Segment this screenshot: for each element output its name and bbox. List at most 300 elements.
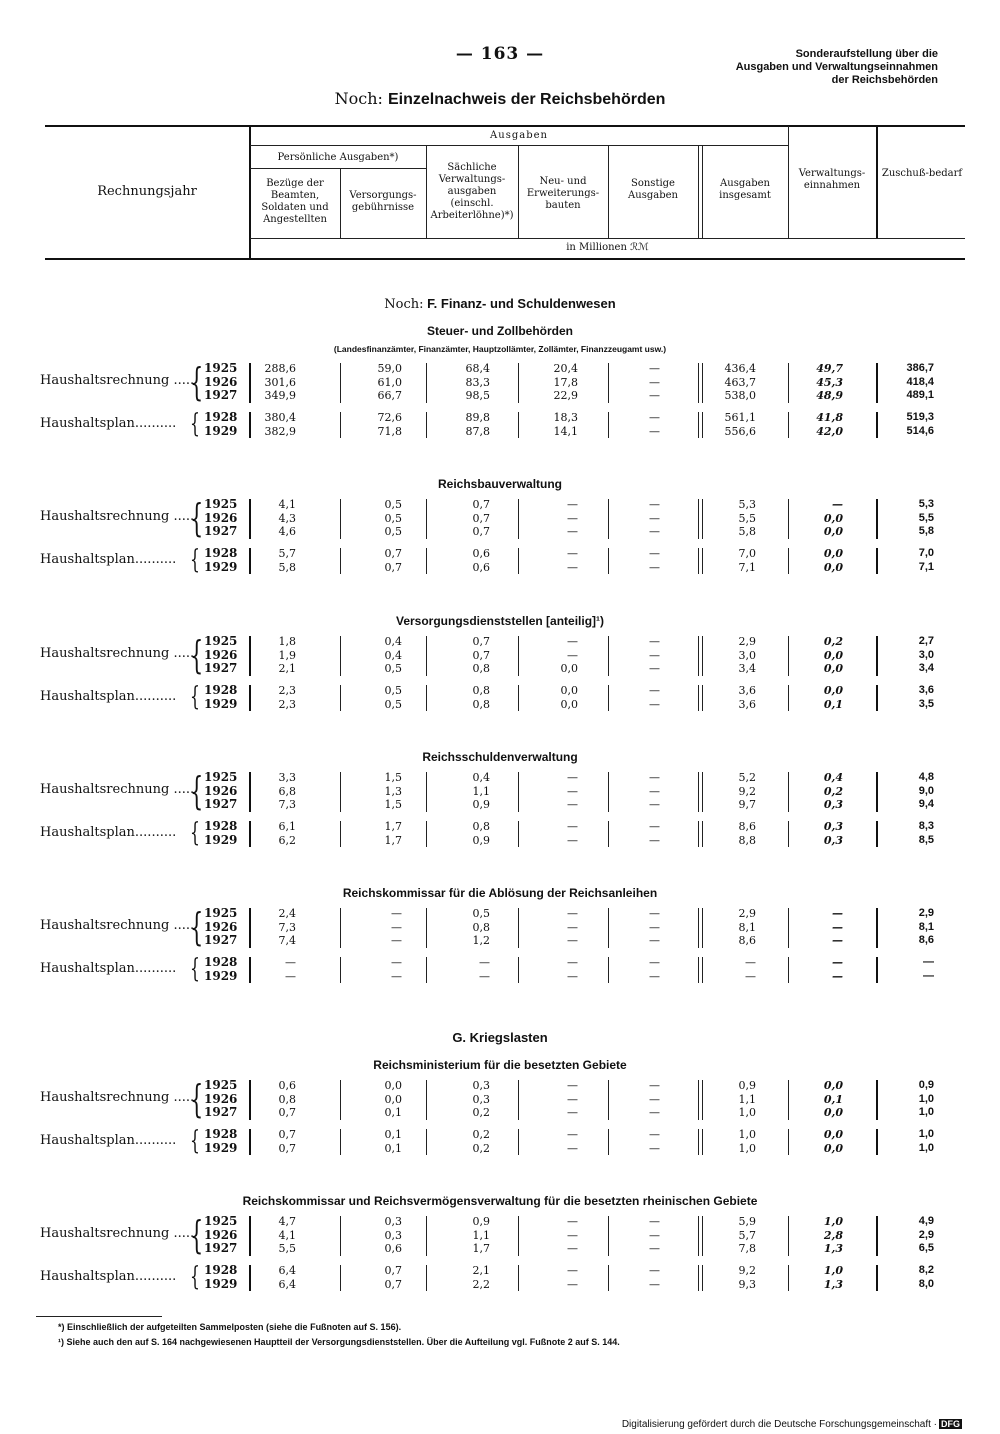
- value-cell: 1,0: [918, 1106, 934, 1119]
- value-cell: —: [649, 684, 660, 697]
- value-cell: 0,4: [472, 771, 490, 784]
- value-cell: 4,7: [278, 1215, 296, 1228]
- label-haushaltsplan: Haushaltsplan..........: [40, 960, 177, 976]
- value-cell: —: [567, 511, 578, 525]
- column-rule: [426, 685, 427, 711]
- value-cell: 1,0: [918, 1128, 934, 1140]
- value-cell: 2,9: [738, 907, 756, 920]
- year-cell: 1925: [204, 361, 238, 375]
- value-cell: —: [649, 1106, 660, 1120]
- brace-icon: {: [190, 905, 204, 949]
- value-cell: —: [391, 956, 402, 969]
- value-cell: 1,0: [738, 1106, 756, 1120]
- value-cell: 2,9: [738, 635, 756, 648]
- value-cell: 0,5: [384, 498, 402, 511]
- column-rule: [340, 908, 341, 948]
- year-cell: 1926: [204, 783, 238, 798]
- value-cell: 0,0: [823, 1106, 843, 1120]
- value-cell: 2,3: [278, 684, 296, 697]
- value-cell: 8,6: [738, 820, 756, 833]
- value-cell: 0,3: [384, 1228, 402, 1242]
- value-cell: 0,9: [472, 1215, 490, 1228]
- value-cell: 4,6: [278, 525, 296, 539]
- page-title-prefix: Noch:: [334, 89, 383, 108]
- year-cell: 1929: [204, 1140, 238, 1155]
- value-cell: 0,0: [560, 697, 578, 711]
- value-cell: 68,4: [465, 362, 490, 375]
- value-cell: 1,7: [384, 820, 402, 833]
- value-cell: 0,7: [278, 1106, 296, 1120]
- value-cell: 8,2: [918, 1264, 934, 1276]
- value-cell: 0,2: [472, 1106, 490, 1120]
- column-rule: [426, 1265, 427, 1291]
- section-besetzt-title: Reichsministerium für die besetzten Gebiete: [373, 1058, 627, 1072]
- column-rule: [340, 499, 341, 539]
- value-cell: —: [567, 635, 578, 648]
- year-cell: 1926: [204, 1091, 238, 1106]
- value-cell: —: [285, 969, 296, 983]
- value-cell: —: [567, 1215, 578, 1228]
- year-cell: 1926: [204, 510, 238, 525]
- value-cell: 288,6: [264, 362, 296, 375]
- value-cell: —: [649, 635, 660, 648]
- column-rule: [340, 1216, 341, 1256]
- value-cell: 2,8: [823, 1228, 843, 1242]
- value-cell: 0,0: [823, 547, 843, 560]
- value-cell: 98,5: [465, 389, 490, 403]
- year-cell: 1925: [204, 497, 238, 511]
- value-cell: —: [567, 1228, 578, 1242]
- value-cell: 2,2: [472, 1277, 490, 1291]
- value-cell: —: [649, 648, 660, 662]
- value-cell: 0,8: [472, 662, 490, 676]
- value-cell: 6,5: [918, 1242, 934, 1255]
- header-verwaltung: Verwaltungs-einnahmen: [798, 168, 866, 191]
- column-rule: [426, 1129, 427, 1155]
- value-cell: 0,5: [384, 511, 402, 525]
- year-cell: 1929: [204, 968, 238, 983]
- label-haushaltsrechnung: Haushaltsrechnung .....: [40, 1090, 195, 1106]
- value-cell: 1,9: [278, 648, 296, 662]
- value-cell: 3,3: [278, 771, 296, 784]
- value-cell: —: [649, 1242, 660, 1256]
- column-rule: [426, 548, 427, 574]
- value-cell: —: [649, 1264, 660, 1277]
- value-cell: 0,0: [823, 1141, 843, 1155]
- year-cell: 1927: [204, 1241, 238, 1256]
- column-rule: [426, 499, 427, 539]
- value-cell: 0,4: [384, 635, 402, 648]
- column-rule: [426, 412, 427, 438]
- value-cell: 0,0: [384, 1079, 402, 1092]
- year-cell: 1927: [204, 524, 238, 539]
- value-cell: 59,0: [377, 362, 402, 375]
- value-cell: 6,2: [278, 833, 296, 847]
- value-cell: 0,0: [823, 662, 843, 676]
- value-cell: 1,8: [278, 635, 296, 648]
- value-cell: 0,4: [823, 771, 843, 784]
- value-cell: 1,3: [823, 1277, 843, 1291]
- value-cell: 9,4: [918, 798, 934, 811]
- section-schulden-title: Reichsschuldenverwaltung: [422, 750, 578, 764]
- label-haushaltsplan: Haushaltsplan..........: [40, 551, 177, 567]
- value-cell: 0,7: [472, 525, 490, 539]
- value-cell: 0,2: [472, 1128, 490, 1141]
- value-cell: 380,4: [264, 411, 296, 424]
- value-cell: 0,5: [384, 684, 402, 697]
- value-cell: 0,6: [384, 1242, 402, 1256]
- value-cell: —: [567, 1128, 578, 1141]
- value-cell: —: [567, 525, 578, 539]
- value-cell: 1,2: [472, 934, 490, 948]
- brace-icon: {: [190, 954, 200, 984]
- value-cell: 0,0: [823, 684, 843, 697]
- value-cell: 42,0: [816, 424, 843, 438]
- value-cell: 0,7: [384, 1264, 402, 1277]
- value-cell: 1,0: [823, 1264, 843, 1277]
- value-cell: —: [649, 1215, 660, 1228]
- brace-icon: {: [190, 409, 200, 439]
- year-cell: 1928: [204, 546, 238, 560]
- page-title-main: Einzelnachweis der Reichsbehörden: [387, 91, 666, 108]
- value-cell: —: [391, 969, 402, 983]
- value-cell: 8,3: [918, 820, 934, 832]
- value-cell: —: [745, 956, 756, 969]
- year-cell: 1928: [204, 955, 238, 969]
- value-cell: —: [649, 784, 660, 798]
- column-rule: [340, 412, 341, 438]
- value-cell: —: [649, 697, 660, 711]
- year-cell: 1927: [204, 661, 238, 676]
- header-sonstige: Sonstige Ausgaben: [628, 178, 678, 201]
- value-cell: —: [649, 389, 660, 403]
- value-cell: —: [832, 969, 843, 983]
- value-cell: 9,0: [918, 784, 934, 797]
- value-cell: 9,2: [738, 1264, 756, 1277]
- value-cell: 301,6: [264, 375, 296, 389]
- value-cell: 561,1: [724, 411, 756, 424]
- year-cell: 1925: [204, 634, 238, 648]
- header-zuschuss: Zuschuß-bedarf: [881, 168, 963, 179]
- value-cell: 0,9: [472, 798, 490, 812]
- value-cell: 17,8: [553, 375, 578, 389]
- label-haushaltsplan: Haushaltsplan..........: [40, 1268, 177, 1284]
- brace-icon: {: [190, 1262, 200, 1292]
- header-neubauten: Neu- und Erweiterungs-bauten: [526, 176, 600, 211]
- value-cell: —: [567, 907, 578, 920]
- value-cell: 4,1: [278, 1228, 296, 1242]
- value-cell: 5,3: [738, 498, 756, 511]
- value-cell: 0,3: [472, 1092, 490, 1106]
- value-cell: 5,2: [738, 771, 756, 784]
- column-rule: [426, 772, 427, 812]
- value-cell: —: [649, 662, 660, 676]
- value-cell: —: [567, 648, 578, 662]
- value-cell: 382,9: [264, 424, 296, 438]
- value-cell: 0,0: [384, 1092, 402, 1106]
- value-cell: 1,1: [472, 1228, 490, 1242]
- value-cell: —: [649, 1228, 660, 1242]
- value-cell: —: [649, 956, 660, 969]
- header-bezuege: Bezüge der Beamten, Soldaten und Angestellten: [261, 178, 329, 225]
- value-cell: —: [649, 820, 660, 833]
- value-cell: 0,4: [384, 648, 402, 662]
- value-cell: 18,3: [553, 411, 578, 424]
- value-cell: 5,5: [278, 1242, 296, 1256]
- value-cell: —: [567, 1264, 578, 1277]
- value-cell: —: [923, 969, 934, 982]
- value-cell: 8,1: [918, 920, 934, 933]
- label-haushaltsrechnung: Haushaltsrechnung .....: [40, 782, 195, 798]
- value-cell: 349,9: [264, 389, 296, 403]
- value-cell: 1,3: [384, 784, 402, 798]
- value-cell: —: [567, 920, 578, 934]
- value-cell: 0,8: [278, 1092, 296, 1106]
- value-cell: 0,8: [472, 920, 490, 934]
- year-cell: 1929: [204, 1276, 238, 1291]
- value-cell: 7,4: [278, 934, 296, 948]
- section-g-title: G. Kriegslasten: [452, 1030, 548, 1045]
- year-cell: 1928: [204, 1263, 238, 1277]
- value-cell: —: [649, 833, 660, 847]
- value-cell: —: [649, 498, 660, 511]
- year-cell: 1926: [204, 374, 238, 389]
- value-cell: 8,0: [918, 1277, 934, 1290]
- year-cell: 1928: [204, 410, 238, 424]
- value-cell: 3,0: [738, 648, 756, 662]
- value-cell: 0,1: [823, 697, 843, 711]
- value-cell: 0,6: [278, 1079, 296, 1092]
- label-haushaltsplan: Haushaltsplan..........: [40, 1132, 177, 1148]
- column-rule: [426, 1216, 427, 1256]
- value-cell: 0,3: [384, 1215, 402, 1228]
- value-cell: 2,4: [278, 907, 296, 920]
- value-cell: 0,1: [384, 1106, 402, 1120]
- value-cell: 0,9: [472, 833, 490, 847]
- value-cell: 89,8: [465, 411, 490, 424]
- value-cell: 5,8: [738, 525, 756, 539]
- value-cell: 0,3: [823, 798, 843, 812]
- value-cell: 0,7: [472, 511, 490, 525]
- value-cell: —: [285, 956, 296, 969]
- value-cell: 0,3: [472, 1079, 490, 1092]
- value-cell: 8,6: [918, 934, 934, 947]
- value-cell: —: [832, 920, 843, 934]
- section-steuer-title: Steuer- und Zollbehörden: [427, 324, 573, 338]
- value-cell: 9,2: [738, 784, 756, 798]
- value-cell: 0,5: [384, 525, 402, 539]
- label-haushaltsplan: Haushaltsplan..........: [40, 415, 177, 431]
- value-cell: 4,8: [918, 771, 934, 783]
- brace-icon: {: [190, 769, 204, 813]
- column-rule: [426, 1080, 427, 1120]
- value-cell: —: [567, 1106, 578, 1120]
- value-cell: 1,7: [472, 1242, 490, 1256]
- year-cell: 1927: [204, 933, 238, 948]
- value-cell: 45,3: [816, 375, 843, 389]
- value-cell: 0,5: [472, 907, 490, 920]
- column-rule: [340, 548, 341, 574]
- value-cell: —: [649, 934, 660, 948]
- value-cell: 0,7: [384, 547, 402, 560]
- value-cell: 0,0: [823, 1079, 843, 1092]
- brace-icon: {: [190, 682, 200, 712]
- value-cell: 1,1: [738, 1092, 756, 1106]
- value-cell: 22,9: [553, 389, 578, 403]
- brace-icon: {: [190, 818, 200, 848]
- column-rule: [340, 685, 341, 711]
- value-cell: —: [567, 1141, 578, 1155]
- brace-icon: {: [190, 1126, 200, 1156]
- section-f-title: [200, 296, 800, 312]
- value-cell: —: [567, 798, 578, 812]
- value-cell: —: [391, 934, 402, 948]
- value-cell: 3,5: [918, 697, 934, 710]
- value-cell: 0,0: [823, 525, 843, 539]
- value-cell: 0,0: [823, 648, 843, 662]
- column-rule: [426, 636, 427, 676]
- year-cell: 1929: [204, 423, 238, 438]
- value-cell: 5,5: [918, 511, 934, 524]
- value-cell: 66,7: [377, 389, 402, 403]
- value-cell: 0,3: [823, 833, 843, 847]
- value-cell: —: [649, 411, 660, 424]
- value-cell: —: [567, 1277, 578, 1291]
- value-cell: —: [649, 375, 660, 389]
- footnote-star: *) Einschließlich der aufgeteilten Sammelposten (siehe die Fußnoten auf S. 156).: [58, 1322, 402, 1332]
- value-cell: 418,4: [906, 375, 934, 388]
- value-cell: 6,8: [278, 784, 296, 798]
- value-cell: 514,6: [906, 424, 934, 437]
- value-cell: —: [649, 547, 660, 560]
- page-title: [250, 89, 750, 109]
- value-cell: 8,5: [918, 833, 934, 846]
- footnote-one: ¹) Siehe auch den auf S. 164 nachgewiesenen Hauptteil der Versorgungsdienststellen. Über die Aufteilung vgl. Fußnote 2 auf S. 144.: [58, 1337, 620, 1347]
- credit-text: Digitalisierung gefördert durch die Deutsche Forschungsgemeinschaft ·: [621, 1419, 937, 1430]
- label-haushaltsrechnung: Haushaltsrechnung .....: [40, 1226, 195, 1242]
- value-cell: 2,9: [918, 1228, 934, 1241]
- value-cell: —: [923, 956, 934, 968]
- value-cell: —: [832, 907, 843, 920]
- dfg-logo: DFG: [941, 1419, 960, 1429]
- value-cell: —: [567, 833, 578, 847]
- value-cell: 72,6: [377, 411, 402, 424]
- year-cell: 1929: [204, 832, 238, 847]
- value-cell: 0,6: [472, 560, 490, 574]
- value-cell: —: [479, 956, 490, 969]
- label-haushaltsrechnung: Haushaltsrechnung .....: [40, 373, 195, 389]
- value-cell: 5,7: [738, 1228, 756, 1242]
- value-cell: 3,4: [738, 662, 756, 676]
- section-bau-title: Reichsbauverwaltung: [437, 477, 563, 491]
- value-cell: 3,6: [738, 697, 756, 711]
- value-cell: 0,0: [823, 1128, 843, 1141]
- column-rule: [426, 821, 427, 847]
- value-cell: 0,7: [384, 1277, 402, 1291]
- year-cell: 1925: [204, 1214, 238, 1228]
- header-versorgung: Versorgungs-gebührnisse: [349, 190, 417, 213]
- value-cell: 1,0: [823, 1215, 843, 1228]
- value-cell: 0,7: [278, 1141, 296, 1155]
- label-haushaltsrechnung: Haushaltsrechnung .....: [40, 918, 195, 934]
- value-cell: 3,6: [738, 684, 756, 697]
- value-cell: —: [649, 920, 660, 934]
- value-cell: 0,6: [472, 547, 490, 560]
- year-cell: 1929: [204, 559, 238, 574]
- year-cell: 1925: [204, 770, 238, 784]
- value-cell: 7,8: [738, 1242, 756, 1256]
- value-cell: 0,8: [472, 820, 490, 833]
- value-cell: 71,8: [377, 424, 402, 438]
- value-cell: —: [567, 956, 578, 969]
- column-rule: [340, 772, 341, 812]
- value-cell: 556,6: [724, 424, 756, 438]
- value-cell: —: [649, 1277, 660, 1291]
- value-cell: 2,7: [918, 635, 934, 647]
- year-cell: 1928: [204, 819, 238, 833]
- section-anleihen-title: Reichskommissar für die Ablösung der Reichsanleihen: [342, 886, 658, 900]
- value-cell: 0,1: [384, 1128, 402, 1141]
- value-cell: 4,9: [918, 1215, 934, 1227]
- value-cell: 7,3: [278, 798, 296, 812]
- section-versorgung-title: Versorgungsdienststellen [anteilig]¹): [395, 614, 605, 628]
- column-rule: [340, 821, 341, 847]
- top-right-caption: Sonderaufstellung über die Ausgaben und Verwaltungseinnahmen der Reichsbehörden: [735, 48, 938, 86]
- column-rule: [340, 1080, 341, 1120]
- value-cell: 0,8: [472, 697, 490, 711]
- value-cell: 538,0: [724, 389, 756, 403]
- column-rule: [426, 908, 427, 948]
- value-cell: —: [832, 934, 843, 948]
- value-cell: 87,8: [465, 424, 490, 438]
- value-cell: 0,3: [823, 820, 843, 833]
- value-cell: 463,7: [724, 375, 756, 389]
- value-cell: 1,0: [738, 1141, 756, 1155]
- section-rhein-title: Reichskommissar und Reichsvermögensverwaltung für die besetzten rheinischen Gebiete: [242, 1194, 758, 1208]
- value-cell: 0,7: [472, 498, 490, 511]
- value-cell: 1,5: [384, 771, 402, 784]
- column-rule: [340, 957, 341, 983]
- value-cell: 9,7: [738, 798, 756, 812]
- value-cell: —: [649, 525, 660, 539]
- section-f-prefix: Noch:: [384, 297, 424, 312]
- year-cell: 1926: [204, 647, 238, 662]
- header-rechnungsjahr: Rechnungsjahr: [97, 184, 197, 199]
- column-rule: [340, 1129, 341, 1155]
- value-cell: 0,0: [823, 511, 843, 525]
- year-cell: 1926: [204, 919, 238, 934]
- value-cell: —: [567, 969, 578, 983]
- brace-icon: {: [190, 1077, 204, 1121]
- value-cell: 0,2: [472, 1141, 490, 1155]
- value-cell: 0,1: [384, 1141, 402, 1155]
- value-cell: —: [567, 771, 578, 784]
- value-cell: 61,0: [377, 375, 402, 389]
- value-cell: 0,2: [823, 784, 843, 798]
- value-cell: 5,9: [738, 1215, 756, 1228]
- value-cell: 7,0: [918, 547, 934, 559]
- value-cell: 519,3: [906, 411, 934, 423]
- value-cell: —: [832, 498, 843, 511]
- value-cell: 0,0: [560, 662, 578, 676]
- brace-icon: {: [190, 496, 204, 540]
- value-cell: —: [649, 560, 660, 574]
- header-ausgaben: Ausgaben: [490, 130, 548, 141]
- value-cell: 7,1: [918, 560, 934, 573]
- value-cell: 3,6: [918, 684, 934, 696]
- value-cell: 14,1: [553, 424, 578, 438]
- year-cell: 1929: [204, 696, 238, 711]
